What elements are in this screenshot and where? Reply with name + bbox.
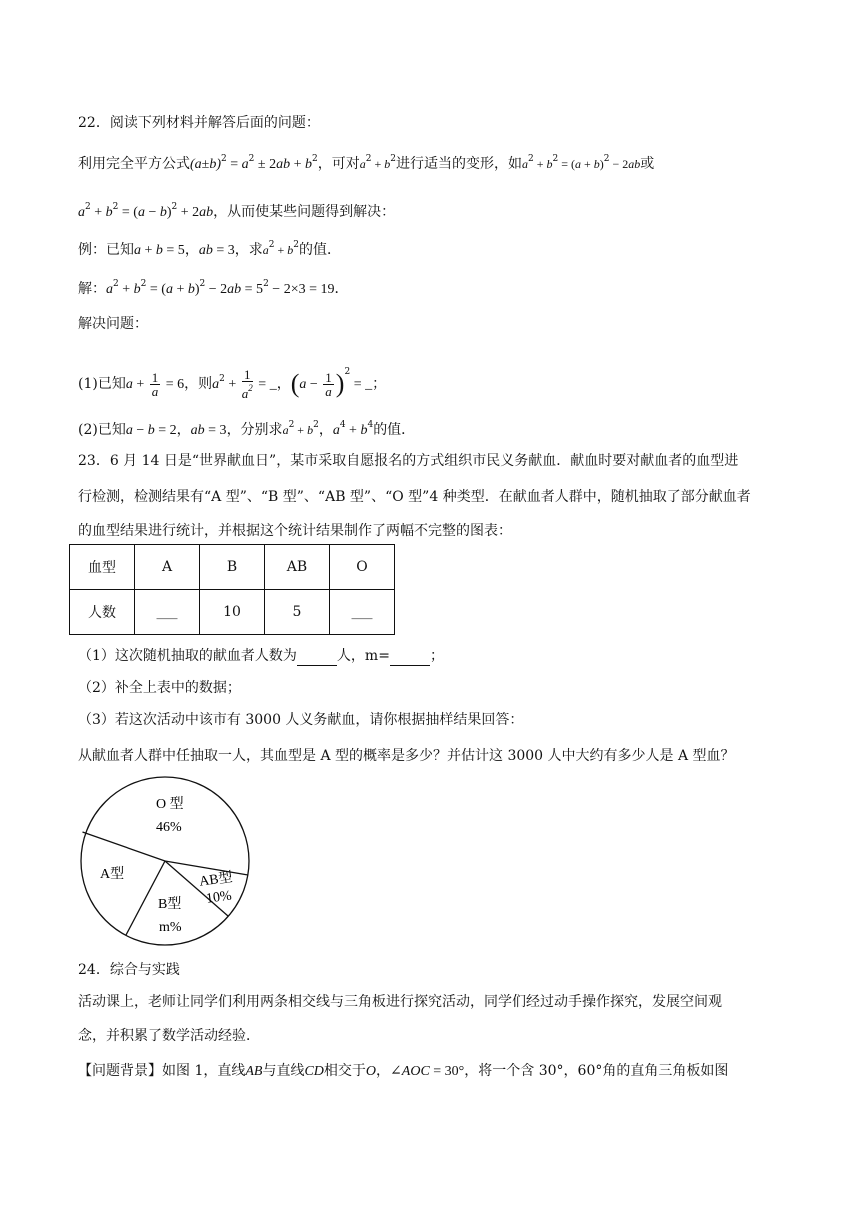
table-cell: A xyxy=(135,545,200,590)
table-row xyxy=(70,590,395,635)
q23-sub4: 从献血者人群中任抽取一人，其血型是 A 型的概率是多少？并估计这 3000 人中大约有多少人是 A 型血？ xyxy=(78,748,735,764)
pie-pct-b: m% xyxy=(159,920,182,935)
q23-line2: 行检测，检测结果有“A 型”、“B 型”、“AB 型”、“O 型”4 种类型．在献血者人群中，随机抽取了部分献血者 xyxy=(78,489,751,505)
table-cell: AB xyxy=(265,545,330,590)
blood-type-table xyxy=(69,544,395,635)
table-cell: ___ xyxy=(330,590,395,635)
q23-line3: 的血型结果进行统计，并根据这个统计结果制作了两幅不完整的图表： xyxy=(78,523,512,539)
table-cell: 10 xyxy=(200,590,265,635)
pie-label-o: O 型 xyxy=(156,797,184,812)
q24-line2: 念，并积累了数学活动经验． xyxy=(78,1028,260,1044)
q24-title: 24．综合与实践 xyxy=(78,962,180,978)
q24-line3: 【问题背景】如图 1，直线AB与直线CD相交于O，∠AOC = 30°，将一个含 30°，60°角的直角三角板如图 xyxy=(78,1063,729,1079)
table-row xyxy=(70,545,395,590)
q22-example: 例：已知a + b = 5，ab = 3，求$a^2 + b^2$的值． xyxy=(78,240,341,258)
table-cell: ___ xyxy=(135,590,200,635)
pie-label-a: A型 xyxy=(100,867,125,882)
pie-label-b: B型 xyxy=(158,897,182,912)
table-cell: 人数 xyxy=(70,590,135,635)
q23-line1: 23．6 月 14 日是“世界献血日”，某市采取自愿报名的方式组织市民义务献血．献血时要对献血者的血型进 xyxy=(78,453,739,469)
q22-part2: (2)已知a − b = 2，ab = 3，分别求$a^2 + b^2$，$a^4 + b^4$的值． xyxy=(78,420,416,438)
q23-sub2: （2）补全上表中的数据； xyxy=(78,680,241,696)
q22-title: 22．阅读下列材料并解答后面的问题： xyxy=(78,115,320,131)
pie-label-ab: AB型 xyxy=(198,870,234,890)
q22-line1: 利用完全平方公式$(a\pm b)^2 = a^2 \pm 2ab + b^2$，可对$a^2 + b^2$进行适当的变形，如$a^2 + b^2 = (a + b)^2 - 2ab$或 xyxy=(78,154,655,172)
q23-sub1: （1）这次随机抽取的献血者人数为 人，m= ； xyxy=(78,648,444,664)
q23-sub3: （3）若这次活动中该市有 3000 人义务献血，请你根据抽样结果回答： xyxy=(78,712,524,728)
q22-line2: $a^2 + b^2 = (a - b)^2 + 2ab$，从而使某些问题得到解决： xyxy=(78,202,396,220)
pie-pct-o: 46% xyxy=(156,820,182,835)
q24-line1: 活动课上，老师让同学们利用两条相交线与三角板进行探究活动，同学们经过动手操作探究，发展空间观 xyxy=(78,994,722,1010)
table-cell: B xyxy=(200,545,265,590)
q22-heading: 解决问题： xyxy=(78,316,148,332)
pie-divider-o-a xyxy=(83,832,166,861)
q22-solution: 解：$a^2 + b^2 = (a + b)^2 - 2ab = 5^2 - 2\times 3 = 19$． xyxy=(78,279,349,297)
q22-part1: (1)已知a + $\frac{1}{a}$ = 6，则$a^2$ + $\frac{1}{a^2}$ = _，(a − $\frac{1}{a}$ )$^2$ = _； xyxy=(78,367,387,401)
blood-type-pie-chart xyxy=(70,775,260,950)
table-cell: 血型 xyxy=(70,545,135,590)
pie-pct-ab: 10% xyxy=(205,888,233,907)
table-cell: O xyxy=(330,545,395,590)
table-cell: 5 xyxy=(265,590,330,635)
